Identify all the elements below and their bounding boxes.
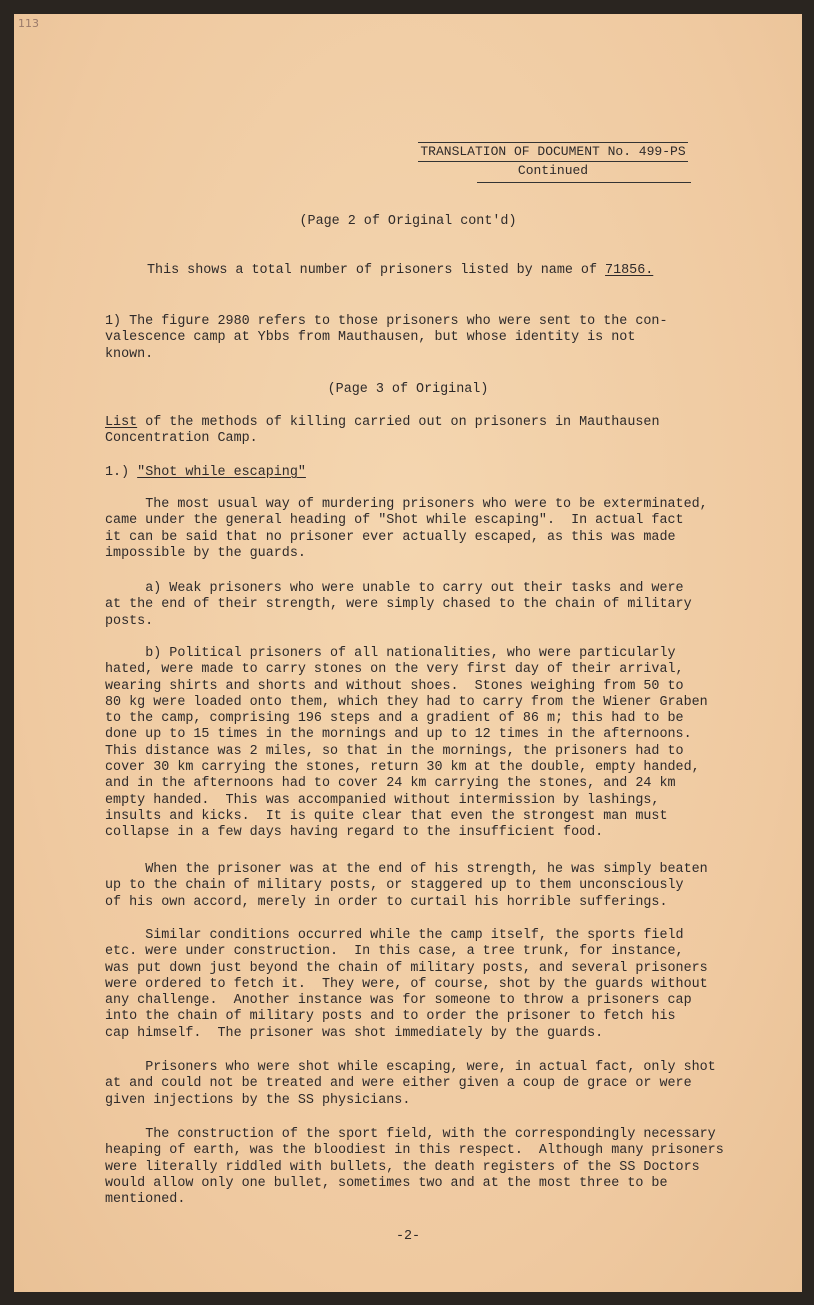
archive-number: 113: [18, 17, 39, 30]
page-number: -2-: [395, 1229, 421, 1244]
paragraph: When the prisoner was at the end of his strength, he was simply beaten up to the chain of military posts, or staggered up to them unconsciously of his own accord, merely in order to curtail his horrible sufferings.: [105, 862, 708, 910]
list-heading-rest: of the methods of killing carried out on prisoners in Mauthausen Concentration Camp.: [105, 415, 660, 447]
section-heading: [105, 465, 745, 481]
section-title: "Shot while escaping": [137, 465, 306, 480]
header-rule: [477, 180, 691, 183]
total-number: 71856.: [605, 263, 654, 278]
header-title: TRANSLATION OF DOCUMENT No. 499-PS: [418, 142, 687, 162]
paragraph: b) Political prisoners of all nationalities, who were particularly hated, were made to carry stones on the very first day of their arrival, wearing shirts and shorts and without shoes. Stones weighing from 50 to 80 kg were loaded onto them, which they had to carry from the Wiener Graben to the camp, comprising 196 steps and a gradient of 86 m; this had to be done up to 15 times in the mornings and up to 12 times in the afternoons. This distance was 2 miles, so that in the mornings, the prisoners had to cover 30 km carrying the stones, return 30 km at the double, empty handed, and in the afternoons had to cover 24 km carrying the stones, and 24 km empty handed. This was accompanied without intermission by lashings, insults and kicks. It is quite clear that even the strongest man must collapse in a few days having regard to the insufficient food.: [105, 646, 708, 841]
list-heading-lead: List: [105, 415, 138, 430]
paragraph: a) Weak prisoners who were unable to carry out their tasks and were at the end of their strength, were simply chased to the chain of military posts.: [105, 581, 692, 629]
section-number: 1.): [105, 465, 138, 480]
document-header: [407, 142, 699, 183]
paragraph: Prisoners who were shot while escaping, were, in actual fact, only shot at and could not be treated and were either given a coup de grace or were given injections by the SS physicians.: [105, 1060, 716, 1108]
total-line-text: This shows a total number of prisoners listed by name of: [147, 263, 606, 278]
page2-label: (Page 2 of Original cont'd): [299, 214, 517, 229]
page3-label: (Page 3 of Original): [327, 382, 489, 397]
paragraph: The construction of the sport field, with the correspondingly necessary heaping of earth, was the bloodiest in this respect. Although many prisoners were literally riddled with bullets, the death registers of the SS Doctors would allow only one bullet, sometimes two and at the most three to be mentioned.: [105, 1127, 724, 1208]
footnote: 1) The figure 2980 refers to those prisoners who were sent to the con- valescence camp at Ybbs from Mauthausen, but whose identity is not known.: [105, 314, 668, 362]
list-heading: [105, 415, 745, 448]
header-subtitle: Continued: [517, 163, 589, 178]
paragraph: The most usual way of murdering prisoners who were to be exterminated, came under the general heading of "Shot while escaping". In actual fact it can be said that no prisoner ever actually escaped, as this was made impossible by the guards.: [105, 497, 708, 561]
document-page: [14, 14, 802, 1292]
total-line: [147, 263, 787, 279]
paragraph: Similar conditions occurred while the camp itself, the sports field etc. were under construction. In this case, a tree trunk, for instance, was put down just beyond the chain of military posts, and several prisoners were ordered to fetch it. They were, of course, shot by the guards without any challenge. Another instance was for someone to throw a prisoners cap into the chain of military posts and to order the prisoner to fetch his cap himself. The prisoner was shot immediately by the guards.: [105, 928, 708, 1041]
